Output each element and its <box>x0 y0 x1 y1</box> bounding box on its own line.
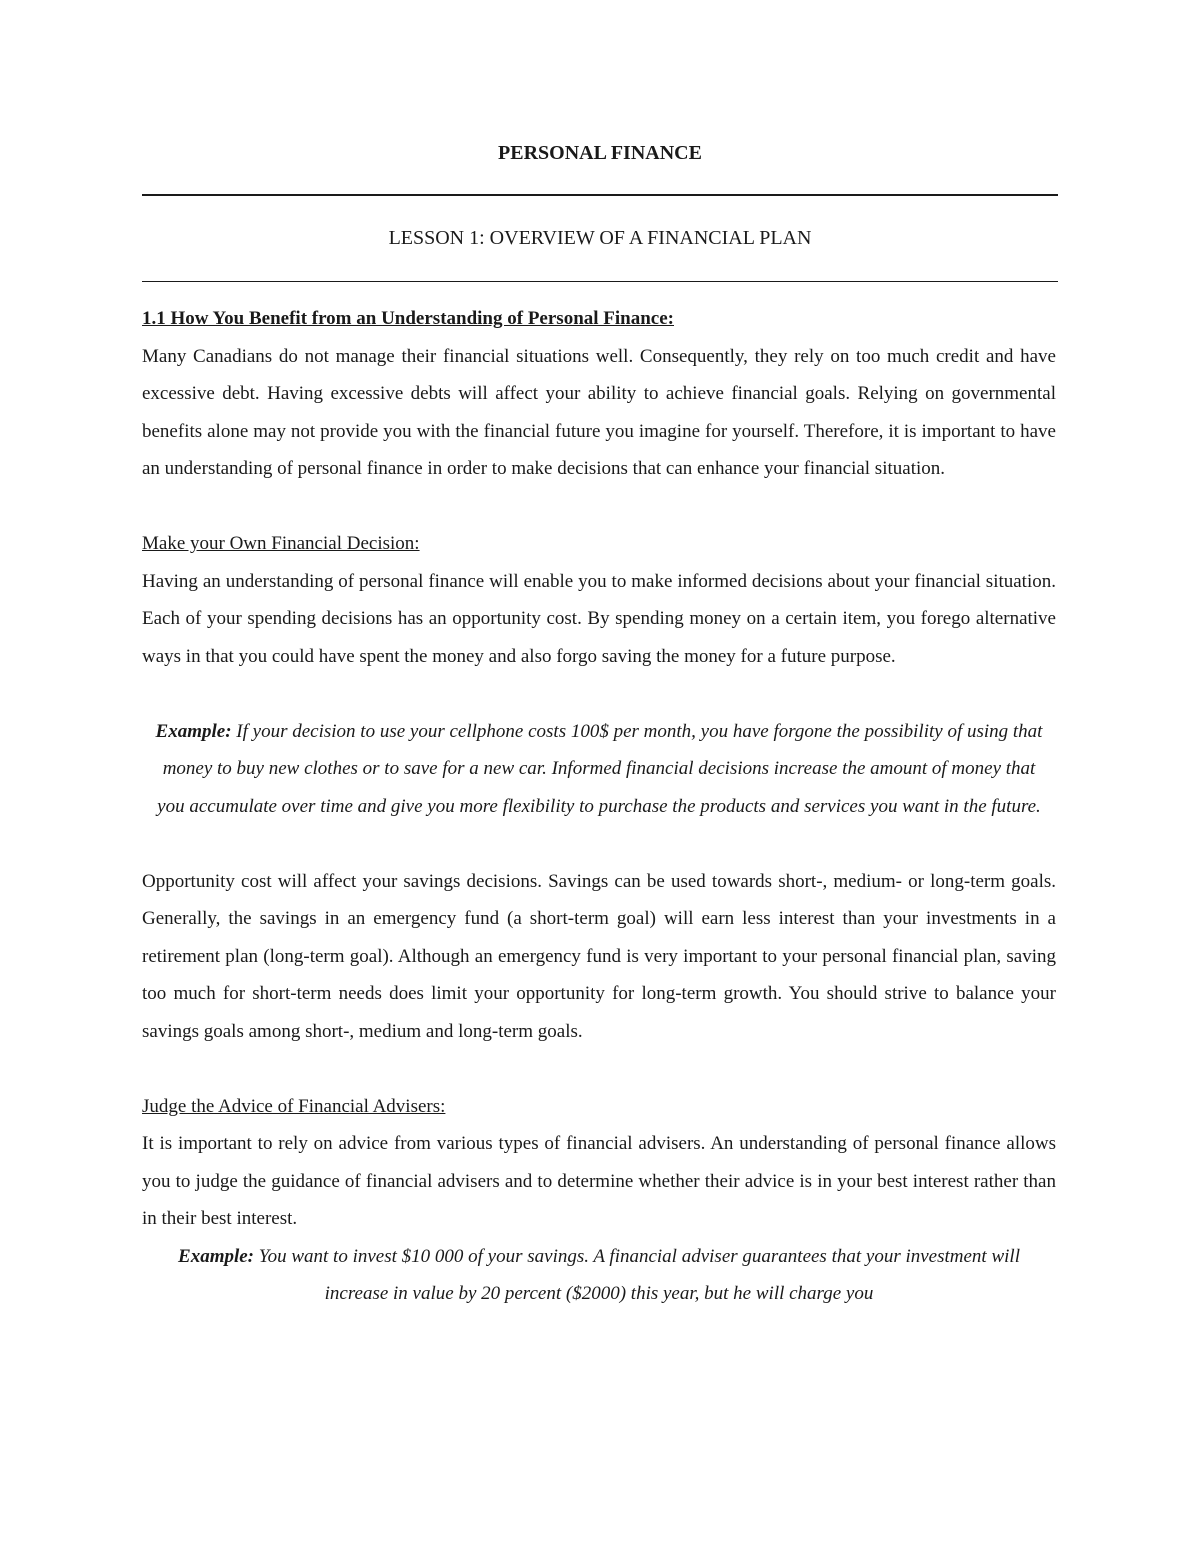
subsection-heading-advisers: Judge the Advice of Financial Advisers: <box>142 1095 446 1117</box>
lesson-title: LESSON 1: OVERVIEW OF A FINANCIAL PLAN <box>388 227 812 249</box>
paragraph-gap <box>142 825 1056 863</box>
lesson-divider <box>142 281 1058 282</box>
example-block-investment <box>142 1238 1056 1313</box>
decision-paragraph: Having an understanding of personal finance will enable you to make informed decisions about your financial situation. Each of your spending decisions has an opportunity cost. By spending money on a certain item, you forego alternative ways in that you could have spent the money and also forgo saving the money for a future purpose. <box>142 570 1056 667</box>
example-label: Example: <box>178 1245 255 1267</box>
paragraph-gap <box>142 488 1056 526</box>
subsection-heading-decision: Make your Own Financial Decision: <box>142 533 420 554</box>
example-label: Example: <box>155 720 232 742</box>
document-title: PERSONAL FINANCE <box>498 142 702 164</box>
title-divider <box>142 194 1058 196</box>
opportunity-cost-paragraph: Opportunity cost will affect your savings decisions. Savings can be used towards short-, medium- or long-term goals. Generally, the savings in an emergency fund (a short-term goal) will earn less interest than your investments in a retirement plan (long-term goal). Although an emergency fund is very important to your personal financial plan, saving too much for short-term needs does limit your opportunity for long-term growth. You should strive to balance your savings goals among short-, medium and long-term goals. <box>142 870 1056 1042</box>
paragraph-gap <box>142 1050 1056 1088</box>
document-body <box>142 300 1056 1313</box>
paragraph-gap <box>142 675 1056 713</box>
example-text: You want to invest $10 000 of your savings. A financial adviser guarantees that your investment will increase in value by 20 percent ($2000) this year, but he will charge you <box>258 1245 1020 1304</box>
section-heading: 1.1 How You Benefit from an Understanding of Personal Finance: <box>142 308 674 329</box>
advisers-paragraph: It is important to rely on advice from various types of financial advisers. An understanding of personal finance allows you to judge the guidance of financial advisers and to determine whether their advice is in your best interest rather than in their best interest. <box>142 1133 1056 1229</box>
example-block-cellphone <box>142 713 1056 826</box>
example-text: If your decision to use your cellphone costs 100$ per month, you have forgone the possibility of using that money to buy new clothes or to save for a new car. Informed financial decisions increase the amount of money that you accumulate over time and give you more flexibility to purchase the products and services you want in the future. <box>157 720 1043 817</box>
section-intro-paragraph: Many Canadians do not manage their financial situations well. Consequently, they rely on too much credit and have excessive debt. Having excessive debts will affect your ability to achieve financial goals. Relying on governmental benefits alone may not provide you with the financial future you imagine for yourself. Therefore, it is important to have an understanding of personal finance in order to make decisions that can enhance your financial situation. <box>142 345 1056 479</box>
